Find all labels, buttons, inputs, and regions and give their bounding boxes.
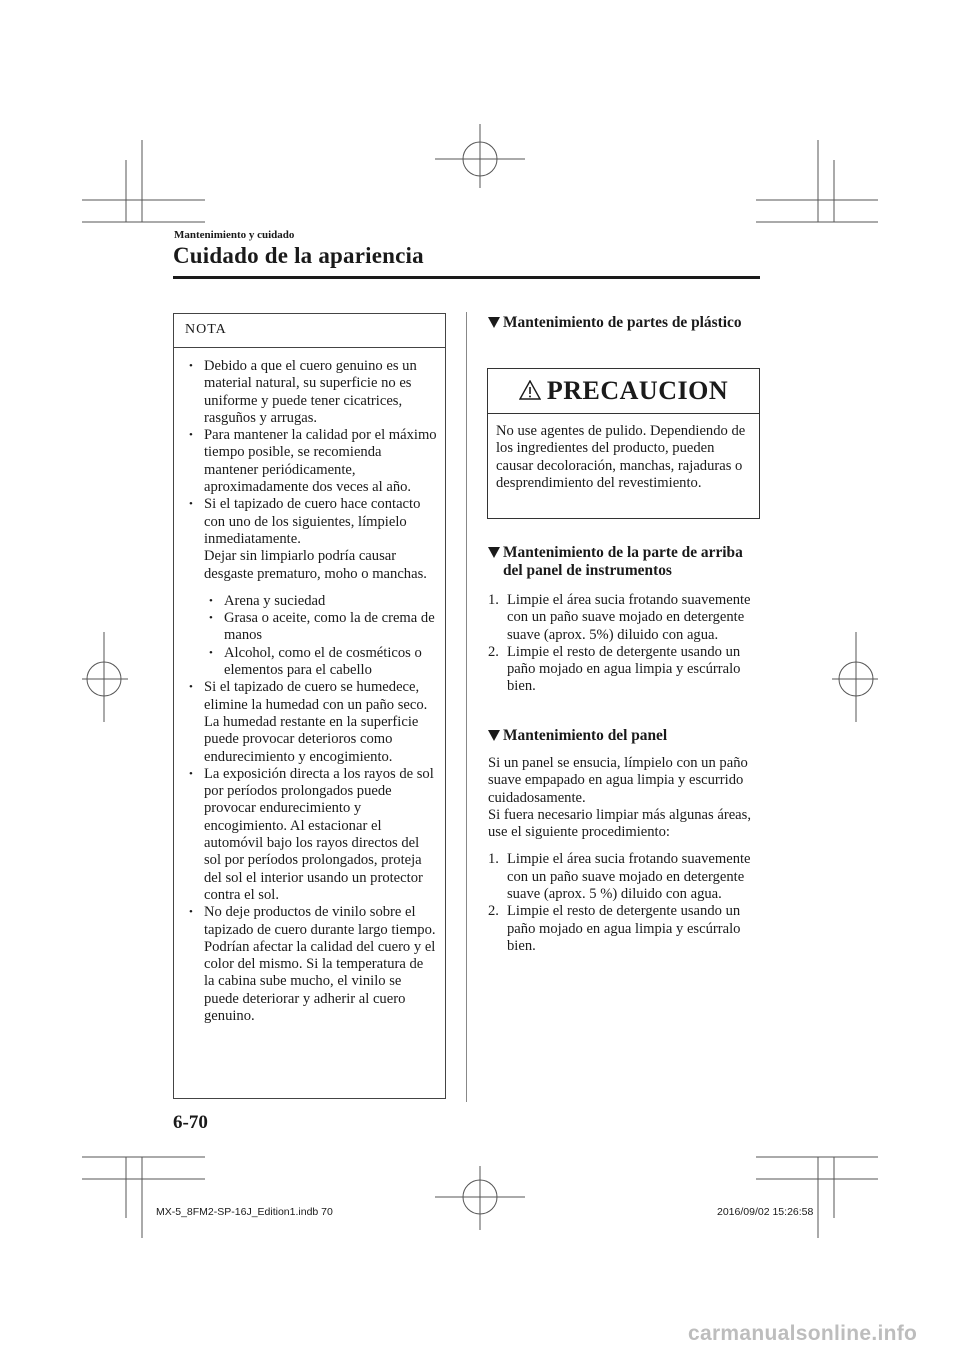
footer-file: MX-5_8FM2-SP-16J_Edition1.indb 70 — [156, 1206, 333, 1218]
note-item: • Para mantener la calidad por el máximo tiempo posible, se recomienda mantener periódicamente, aproximadamente dos veces al año. — [184, 427, 437, 496]
note-subitem: • Grasa o aceite, como la de crema de manos — [204, 610, 437, 645]
page-title: Cuidado de la apariencia — [173, 243, 424, 268]
note-item: • Debido a que el cuero genuino es un material natural, su superficie no es uniforme y puede tener cicatrices, rasguños y arrugas. — [184, 358, 437, 427]
note-item — [184, 496, 437, 679]
note-item-extra: Dejar sin limpiarlo podría causar desgaste prematuro, moho o manchas. — [204, 548, 427, 582]
triangle-marker-icon — [488, 730, 500, 741]
caution-label: PRECAUCION — [546, 376, 729, 405]
note-label: NOTA — [174, 314, 445, 348]
header-rule — [173, 276, 760, 279]
note-body — [174, 348, 445, 1025]
note-subitem: • Arena y suciedad — [204, 593, 437, 610]
note-item: • No deje productos de vinilo sobre el tapizado de cuero durante largo tiempo. Podrían afectar la calidad del cuero y el color del mismo. Si la temperatura de la cabina sube mucho, el vinilo se puede deteriorar y adherir al cuero genuino. — [184, 904, 437, 1025]
dashboard-step: 1. Limpie el área sucia frotando suavemente con un paño suave mojado en detergente suave (aprox. 5%) diluido con agua. — [488, 592, 751, 643]
triangle-marker-icon — [488, 317, 500, 328]
panel-section — [488, 727, 763, 955]
note-subitem: • Alcohol, como el de cosméticos o elementos para el cabello — [204, 645, 437, 680]
watermark: carmanualsonline.info — [688, 1322, 918, 1345]
note-box — [173, 313, 446, 1099]
note-sublist — [204, 593, 437, 679]
note-item: • La exposición directa a los rayos de sol por períodos prolongados puede provocar endurecimiento y encogimiento. Al estacionar el automóvil bajo los rayos directos del sol por períodos prolongados, proteja del sol el interior usando un protector contra el sol. — [184, 766, 437, 904]
panel-step: 2. Limpie el resto de detergente usando un paño mojado en agua limpia y escúrralo bien. — [488, 903, 741, 954]
dashboard-section — [488, 544, 763, 696]
plastic-heading-text: Mantenimiento de partes de plástico — [503, 314, 742, 331]
column-divider — [466, 312, 467, 1102]
note-item-text: Si el tapizado de cuero hace contacto con uno de los siguientes, límpielo inmediatamente. — [204, 496, 421, 547]
caution-header — [488, 369, 759, 414]
triangle-marker-icon — [488, 547, 500, 558]
section-label: Mantenimiento y cuidado — [174, 229, 295, 241]
panel-heading-text: Mantenimiento del panel — [503, 727, 668, 744]
panel-step: 1. Limpie el área sucia frotando suavemente con un paño suave mojado en detergente suave (aprox. 5 %) diluido con agua. — [488, 851, 751, 903]
footer-date: 2016/09/02 15:26:58 — [717, 1206, 814, 1218]
panel-intro-2: Si fuera necesario limpiar más algunas áreas, use el siguiente procedimiento: — [488, 806, 751, 841]
dashboard-heading-text: Mantenimiento de la parte de arriba del panel de instrumentos — [503, 544, 743, 579]
page-number: 6-70 — [173, 1112, 208, 1133]
note-item: • Si el tapizado de cuero se humedece, elimine la humedad con un paño seco. La humedad restante en la superficie puede provocar deterioros como endurecimiento y encogimiento. — [184, 679, 437, 765]
caution-text: No use agentes de pulido. Dependiendo de los ingredientes del producto, pueden causar decoloración, manchas, rajaduras o desprendimiento del revestimiento. — [496, 423, 746, 491]
warning-triangle-icon — [519, 380, 541, 400]
caution-box — [487, 368, 760, 519]
panel-intro: Si un panel se ensucia, límpielo con un paño suave empapado en agua limpia y escurrido cuidadosamente. — [488, 755, 748, 806]
plastic-heading — [488, 314, 763, 332]
dashboard-step: 2. Limpie el resto de detergente usando un paño mojado en agua limpia y escúrralo bien. — [488, 643, 741, 695]
